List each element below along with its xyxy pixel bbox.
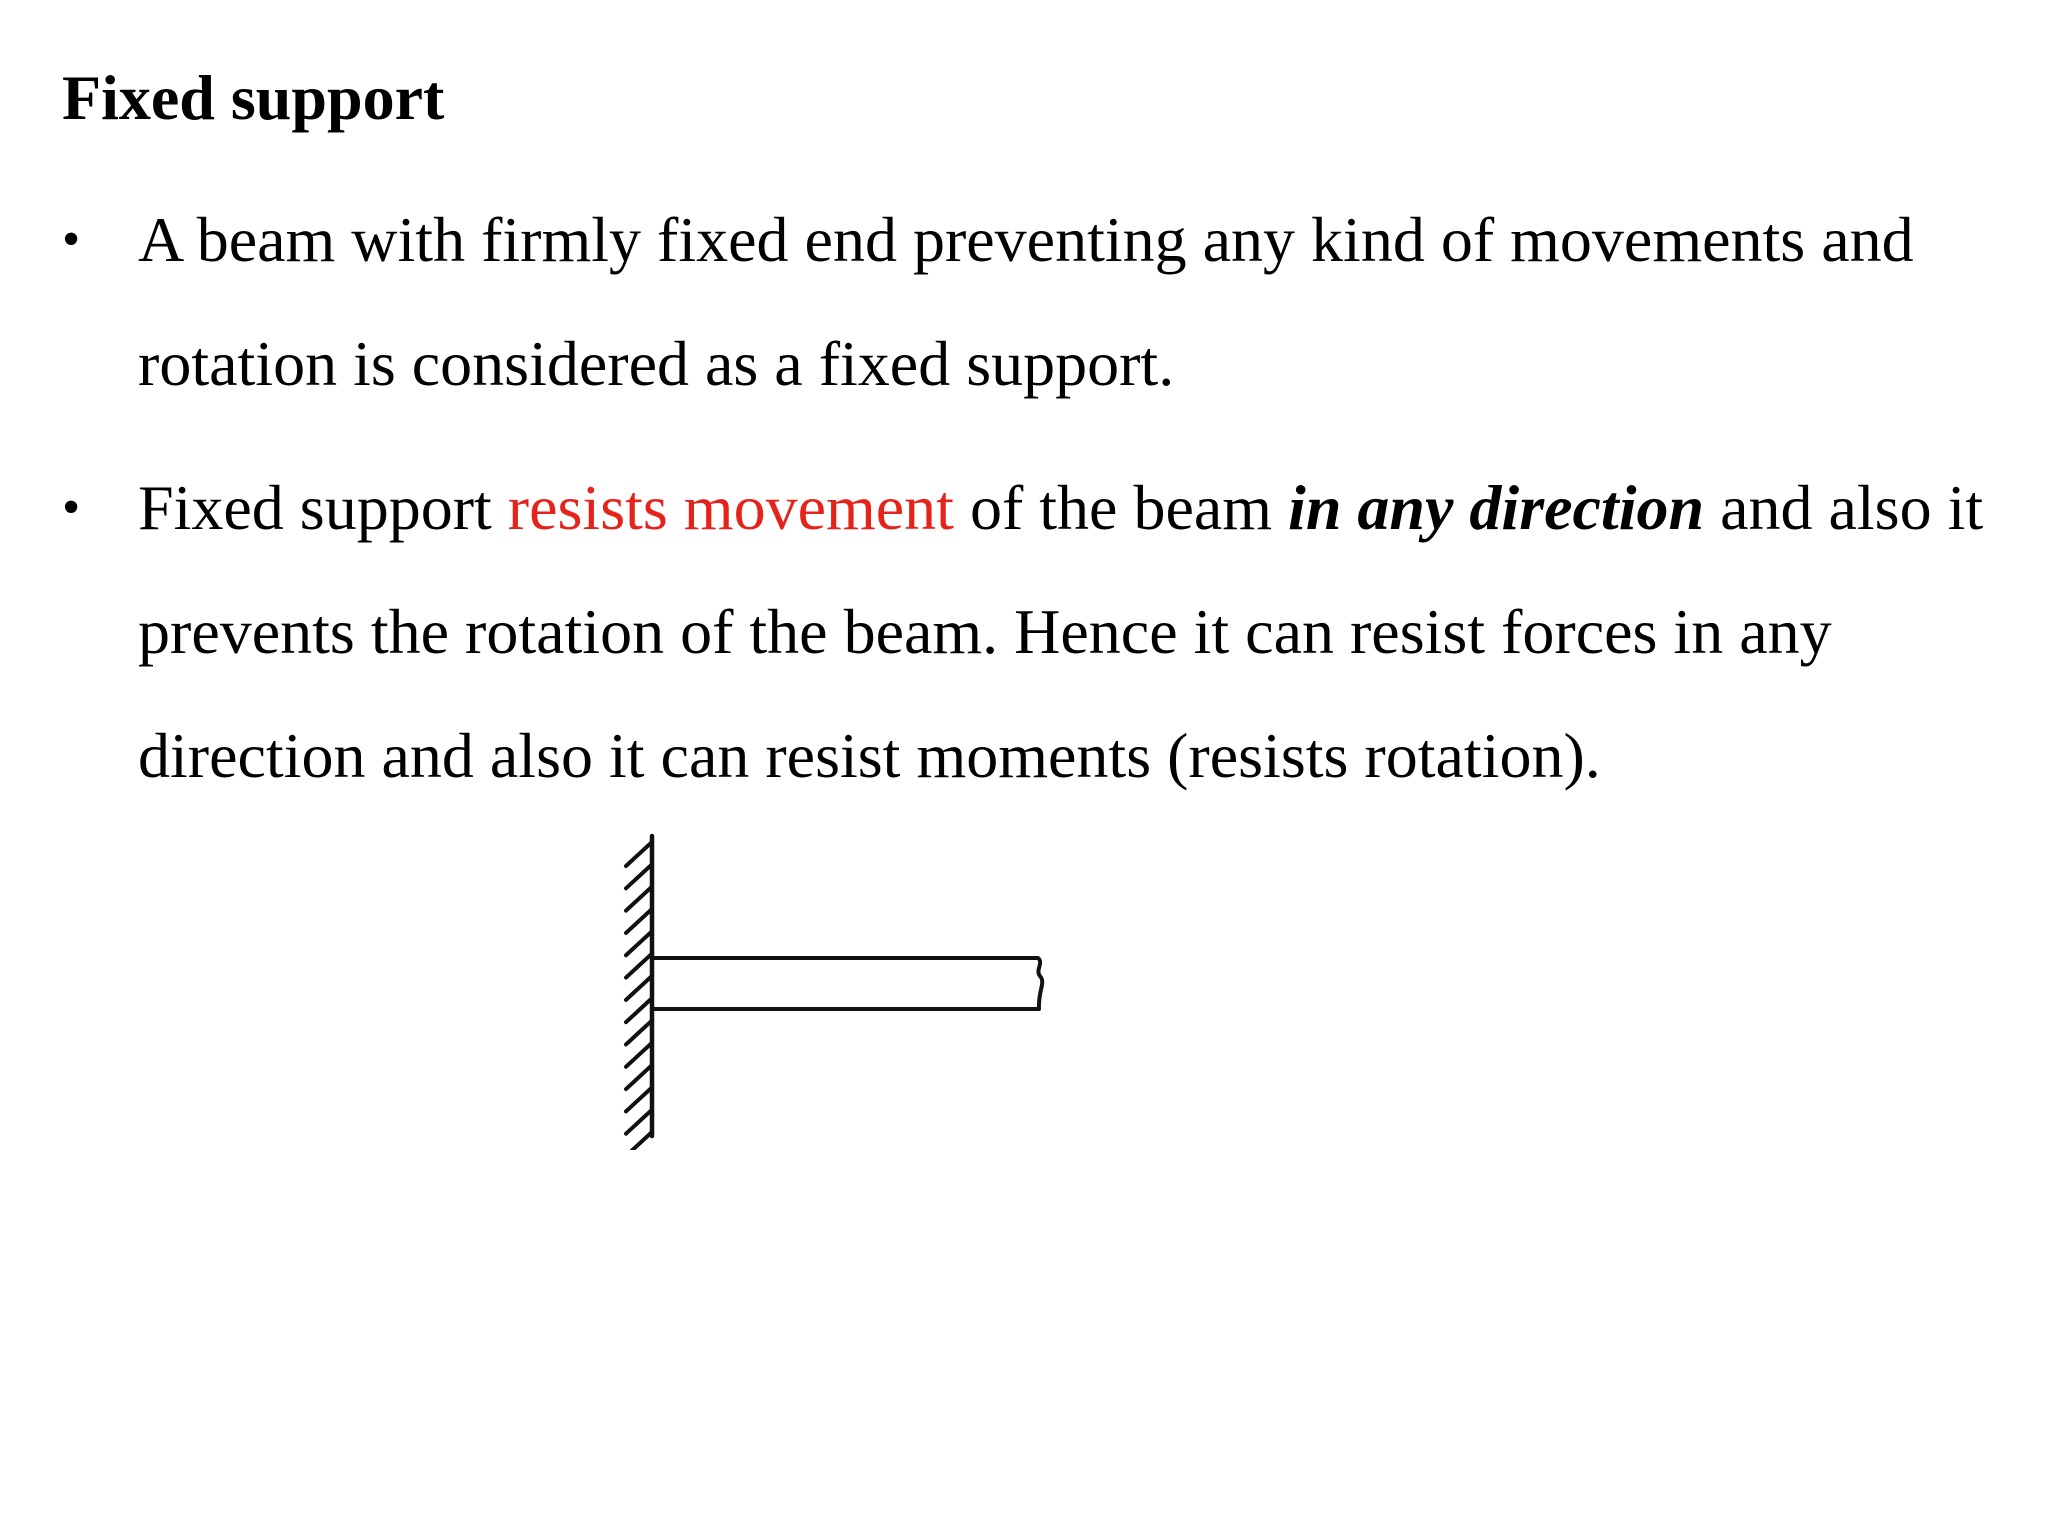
hatch-mark: [626, 1020, 652, 1044]
slide-title: Fixed support: [62, 62, 445, 133]
hatch-mark: [626, 909, 652, 933]
hatch-mark: [626, 1110, 652, 1134]
beam: [653, 958, 1042, 1009]
hatch-mark: [626, 864, 652, 888]
bullet-2-text-end: and also it prevents the rotation of the beam. Hence it can resist forces in any direction and also it can resist moments (resists rotation).: [138, 472, 1984, 791]
bullet-list: [62, 178, 2002, 818]
hatch-mark: [626, 1043, 652, 1067]
bullet-1-text: A beam with firmly fixed end preventing any kind of movements and rotation is considered as a fixed support.: [138, 204, 1914, 399]
fixed-support-diagram: [600, 820, 1080, 1150]
hatch-mark: [626, 954, 652, 978]
bullet-marker: •: [62, 479, 81, 536]
wall-hatching: [626, 842, 652, 1150]
bullet-item-1: [62, 178, 2002, 426]
bullet-2-emphasis: in any direction: [1288, 472, 1705, 543]
hatch-mark: [626, 931, 652, 955]
hatch-mark: [626, 1087, 652, 1111]
bullet-2-text-middle: of the beam: [953, 472, 1289, 543]
bullet-2-text-start: Fixed support: [138, 472, 508, 543]
bullet-marker: •: [62, 211, 81, 268]
hatch-mark: [626, 1065, 652, 1089]
bullet-item-2: [62, 446, 2002, 818]
hatch-mark: [626, 842, 652, 866]
hatch-mark: [626, 887, 652, 911]
hatch-mark: [626, 976, 652, 1000]
bullet-2-highlight: resists movement: [507, 472, 954, 543]
hatch-mark: [626, 998, 652, 1022]
hatch-mark: [626, 1132, 652, 1150]
